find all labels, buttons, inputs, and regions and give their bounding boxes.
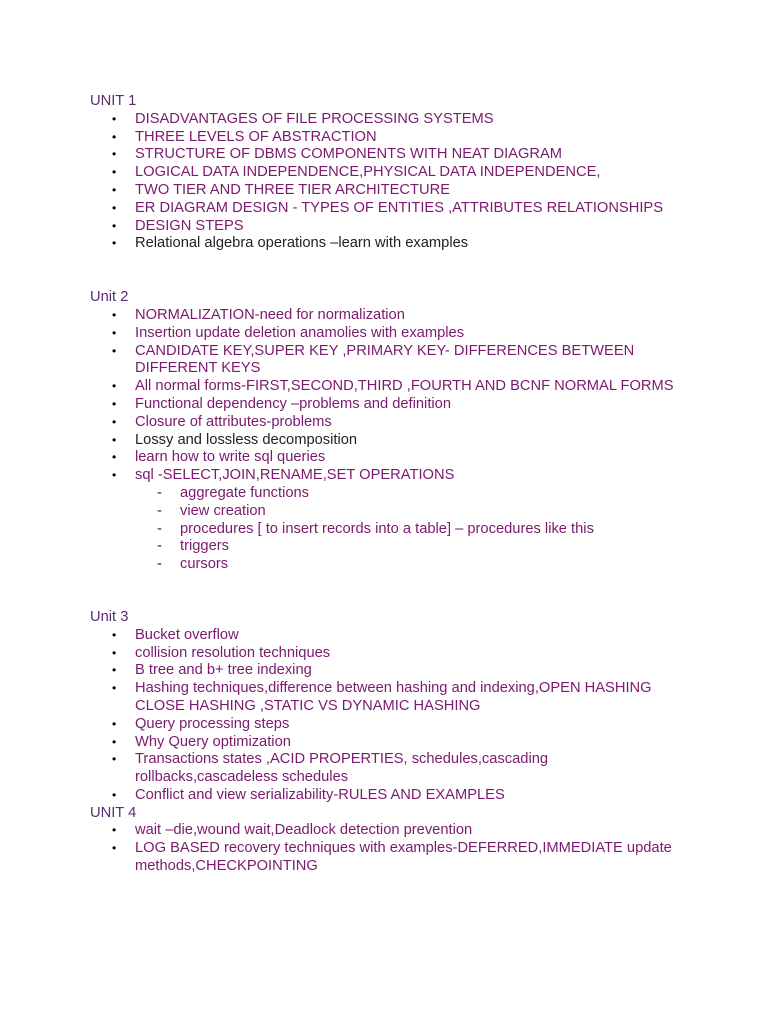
sub-list-item-text: aggregate functions	[180, 484, 310, 501]
bullet-icon: •	[112, 734, 117, 749]
unit-3-list	[90, 627, 690, 805]
list-item	[90, 787, 690, 805]
bullet-icon: •	[112, 343, 117, 358]
sub-list-item-text: cursors	[180, 556, 229, 573]
list-item	[90, 129, 690, 147]
list-item-text: Lossy and lossless decomposition	[135, 431, 358, 448]
list-item	[90, 822, 690, 840]
bullet-icon: •	[112, 182, 117, 197]
bullet-icon: •	[112, 165, 117, 180]
bullet-icon: •	[112, 841, 117, 856]
unit-3-heading: Unit 3	[90, 608, 129, 625]
bullet-icon: •	[112, 129, 117, 144]
dash-icon: -	[157, 538, 162, 555]
dash-icon: -	[157, 484, 162, 501]
list-item	[90, 307, 690, 325]
bullet-icon: •	[112, 823, 117, 838]
bullet-icon: •	[112, 450, 117, 465]
list-item-text: collision resolution techniques	[135, 644, 331, 661]
list-item	[90, 200, 690, 218]
bullet-icon: •	[112, 663, 117, 678]
sub-list-item	[135, 521, 690, 539]
sub-list-item	[135, 503, 690, 521]
list-item-text: Why Query optimization	[135, 733, 291, 750]
bullet-icon: •	[112, 432, 117, 447]
unit-4-list	[90, 822, 690, 875]
bullet-icon: •	[112, 716, 117, 731]
unit-1-list	[90, 111, 690, 253]
list-item	[90, 396, 690, 414]
dash-icon: -	[157, 502, 162, 519]
list-item	[90, 645, 690, 663]
list-item-text: Functional dependency –problems and definition	[135, 395, 451, 412]
list-item	[90, 414, 690, 432]
bullet-icon: •	[112, 787, 117, 802]
list-item-text: sql -SELECT,JOIN,RENAME,SET OPERATIONS	[135, 467, 455, 484]
bullet-icon: •	[112, 218, 117, 233]
list-item	[90, 716, 690, 734]
section-spacer	[90, 253, 690, 289]
list-item	[90, 662, 690, 680]
list-item	[90, 164, 690, 182]
unit-2-heading: Unit 2	[90, 289, 129, 306]
list-item-text: Transactions states ,ACID PROPERTIES, schedules,cascading rollbacks,cascadeless schedules	[135, 751, 549, 786]
dash-icon: -	[157, 556, 162, 573]
sub-list-item-text: procedures [ to insert records into a table] – procedures like this	[180, 520, 594, 537]
list-item-text: wait –die,wound wait,Deadlock detection prevention	[135, 822, 473, 839]
list-item-text: Bucket overflow	[135, 626, 239, 643]
list-item	[90, 432, 690, 450]
bullet-icon: •	[112, 414, 117, 429]
list-item-text: LOGICAL DATA INDEPENDENCE,PHYSICAL DATA INDEPENDENCE,	[135, 164, 601, 181]
list-item	[90, 734, 690, 752]
sub-list-item	[135, 485, 690, 503]
list-item-text: Relational algebra operations –learn with examples	[135, 235, 469, 252]
list-item	[90, 235, 690, 253]
sub-list-item	[135, 538, 690, 556]
bullet-icon: •	[112, 200, 117, 215]
section-spacer	[90, 574, 690, 609]
bullet-icon: •	[112, 396, 117, 411]
unit-4-heading: UNIT 4	[90, 804, 137, 821]
list-item-text: DISADVANTAGES OF FILE PROCESSING SYSTEMS	[135, 110, 494, 127]
sub-list-item-text: triggers	[180, 538, 229, 555]
unit-1-section	[90, 93, 690, 253]
list-item	[90, 840, 690, 876]
list-item-text: LOG BASED recovery techniques with examples-DEFERRED,IMMEDIATE update methods,CHECKPOINTING	[135, 840, 672, 875]
bullet-icon: •	[112, 627, 117, 642]
list-item-text: Query processing steps	[135, 715, 290, 732]
list-item	[90, 111, 690, 129]
sub-list-item	[135, 556, 690, 574]
bullet-icon: •	[112, 236, 117, 251]
list-item	[90, 378, 690, 396]
unit-2-section	[90, 289, 690, 574]
list-item	[90, 182, 690, 200]
list-item-text: DESIGN STEPS	[135, 217, 244, 234]
bullet-icon: •	[112, 681, 117, 696]
list-item-text: Closure of attributes-problems	[135, 413, 332, 430]
list-item-text: ER DIAGRAM DESIGN - TYPES OF ENTITIES ,ATTRIBUTES RELATIONSHIPS	[135, 199, 664, 216]
list-item-text: B tree and b+ tree indexing	[135, 662, 312, 679]
list-item	[90, 343, 690, 379]
list-item-text: TWO TIER AND THREE TIER ARCHITECTURE	[135, 181, 450, 198]
unit-4-section	[90, 805, 690, 876]
unit-3-section	[90, 609, 690, 805]
unit-1-heading: UNIT 1	[90, 93, 137, 109]
list-item	[90, 751, 690, 787]
sub-list-item-text: view creation	[180, 502, 266, 519]
bullet-icon: •	[112, 752, 117, 767]
bullet-icon: •	[112, 307, 117, 322]
list-item	[90, 146, 690, 164]
list-item	[90, 680, 690, 716]
list-item	[90, 467, 690, 574]
list-item-text: All normal forms-FIRST,SECOND,THIRD ,FOURTH AND BCNF NORMAL FORMS	[135, 378, 674, 395]
bullet-icon: •	[112, 147, 117, 162]
list-item-text: CANDIDATE KEY,SUPER KEY ,PRIMARY KEY- DIFFERENCES BETWEEN DIFFERENT KEYS	[135, 342, 635, 377]
bullet-icon: •	[112, 325, 117, 340]
bullet-icon: •	[112, 379, 117, 394]
dash-icon: -	[157, 520, 162, 537]
list-item-text: STRUCTURE OF DBMS COMPONENTS WITH NEAT DIAGRAM	[135, 146, 563, 163]
list-item-text: NORMALIZATION-need for normalization	[135, 306, 405, 323]
list-item	[90, 449, 690, 467]
list-item	[90, 325, 690, 343]
sql-sublist	[135, 485, 690, 574]
list-item-text: learn how to write sql queries	[135, 449, 326, 466]
list-item-text: Conflict and view serializability-RULES AND EXAMPLES	[135, 786, 505, 803]
document-page	[90, 93, 690, 876]
list-item-text: THREE LEVELS OF ABSTRACTION	[135, 128, 377, 145]
unit-2-list	[90, 307, 690, 574]
bullet-icon: •	[112, 111, 117, 126]
list-item	[90, 627, 690, 645]
list-item-text: Hashing techniques,difference between hashing and indexing,OPEN HASHING CLOSE HASHING ,STATIC VS DYNAMIC HASHING	[135, 680, 652, 714]
list-item	[90, 218, 690, 236]
bullet-icon: •	[112, 645, 117, 660]
bullet-icon: •	[112, 468, 117, 483]
list-item-text: Insertion update deletion anamolies with examples	[135, 324, 465, 341]
